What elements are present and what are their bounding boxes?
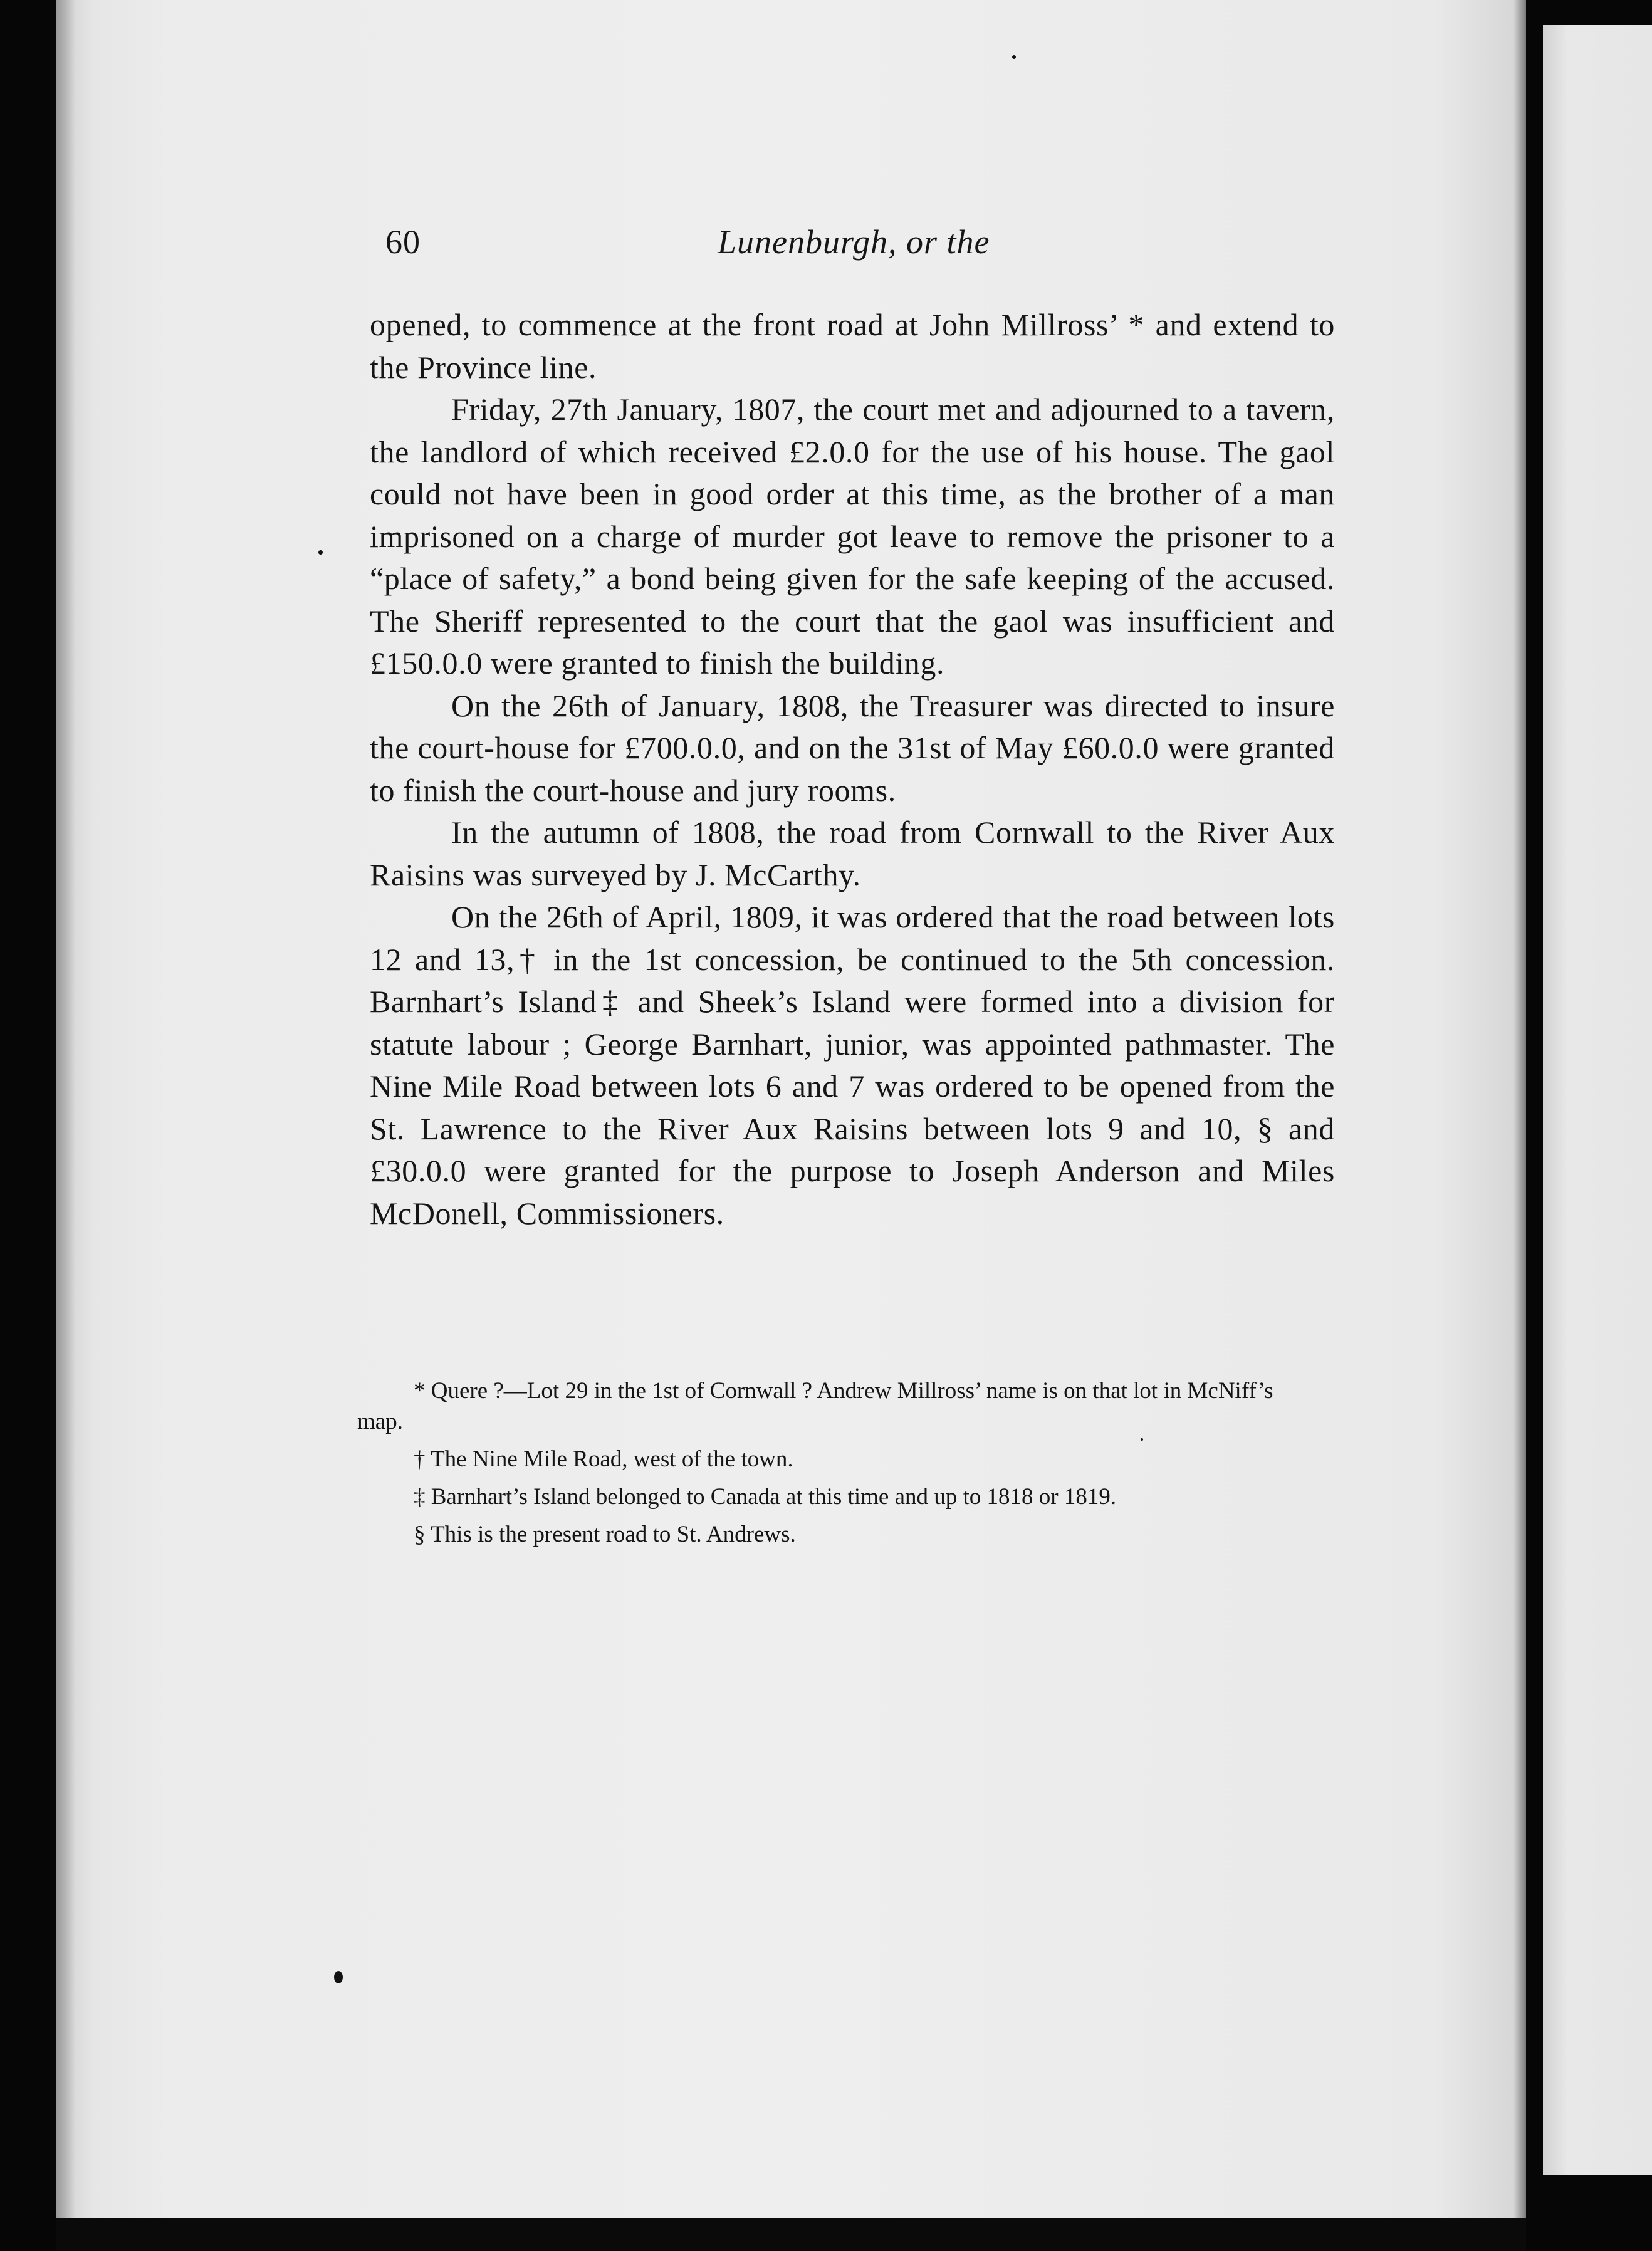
- paragraph: On the 26th of April, 1809, it was ordered that the road between lots 12 and 13,† in the 1st concession, be continued to the 5th concession. Barnhart’s Island‡ and Sheek’s Island were formed into a division for statute labour ; George Barnhart, junior, was appointed pathmaster. The Nine Mile Road between lots 6 and 7 was ordered to be opened from the St. Lawrence to the River Aux Raisins between lots 9 and 10, § and £30.0.0 were granted for the purpose to Joseph Anderson and Miles McDonell, Commissioners.: [370, 899, 1335, 1231]
- footnotes: [357, 1376, 1322, 1557]
- page-number: 60: [385, 223, 421, 261]
- footnote: § This is the present road to St. Andrews.: [414, 1522, 796, 1547]
- footnote: ‡ Barnhart’s Island belonged to Canada at this time and up to 1818 or 1819.: [414, 1484, 1117, 1510]
- scan-bottom-edge: [56, 2218, 1526, 2251]
- page-header: [385, 222, 1325, 279]
- footnote: † The Nine Mile Road, west of the town.: [414, 1446, 793, 1472]
- facing-page-edge: [1543, 25, 1652, 2175]
- paragraph: In the autumn of 1808, the road from Cornwall to the River Aux Raisins was surveyed by J. McCarthy.: [370, 815, 1335, 892]
- ink-speck: [318, 550, 323, 555]
- paragraph: opened, to commence at the front road at John Millross’ * and extend to the Province line.: [370, 307, 1335, 385]
- paragraph: On the 26th of January, 1808, the Treasurer was directed to insure the court-house for £700.0.0, and on the 31st of May £60.0.0 were granted to finish the court-house and jury rooms.: [370, 687, 1335, 808]
- running-head: Lunenburgh, or the: [718, 223, 990, 261]
- paragraph: Friday, 27th January, 1807, the court met and adjourned to a tavern, the landlord of which received £2.0.0 for the use of his house. The gaol could not have been in good order at this time, as the brother of a man imprisoned on a charge of murder got leave to remove the prisoner to a “place of safety,” a bond being given for the safe keeping of the accused. The Sheriff represented to the court that the gaol was insufficient and £150.0.0 were granted to finish the building.: [370, 392, 1335, 681]
- ink-speck: [334, 1971, 343, 1983]
- body-text: [370, 304, 1335, 1235]
- ink-speck: [1012, 55, 1016, 59]
- footnote: * Quere ?—Lot 29 in the 1st of Cornwall ? Andrew Millross’ name is on that lot in McNiff’s map.: [357, 1378, 1273, 1434]
